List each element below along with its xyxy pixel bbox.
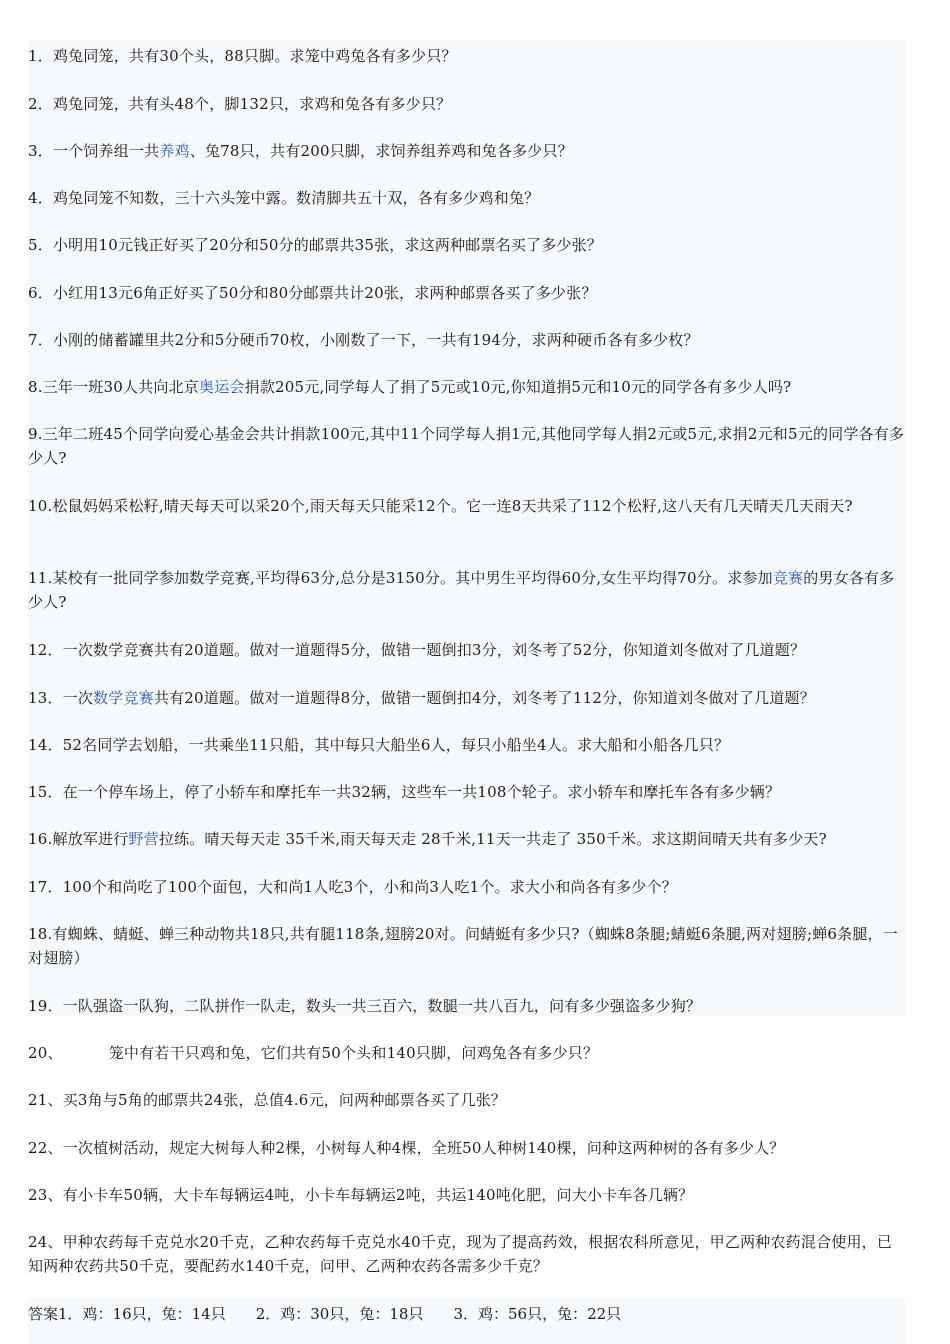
question-text: 16.解放军进行 (28, 830, 129, 848)
question-8 (28, 375, 905, 399)
question-18 (28, 922, 905, 970)
answer-1: 答案1．鸡：16只，兔：14只 (28, 1305, 226, 1323)
question-20 (28, 1041, 905, 1065)
question-4 (28, 186, 905, 210)
question-text: 4．鸡兔同笼不知数，三十六头笼中露。数清脚共五十双，各有多少鸡和兔？ (28, 189, 540, 207)
keyword-link[interactable]: 数学竞赛 (93, 689, 154, 707)
question-23 (28, 1183, 905, 1207)
question-text: 的男女各有多少人? (28, 569, 895, 611)
question-19 (28, 994, 905, 1018)
question-text: 20、 (28, 1044, 63, 1062)
keyword-link[interactable]: 竞赛 (772, 569, 804, 587)
question-text: 8.三年一班30人共向北京 (28, 378, 199, 396)
question-text: 7．小刚的储蓄罐里共2分和5分硬币70枚，小刚数了一下，一共有194分，求两种硬币各有多少枚？ (28, 331, 699, 349)
question-11 (28, 566, 905, 614)
question-text: 17．100个和尚吃了100个面包，大和尚1人吃3个，小和尚3人吃1个。求大小和尚各有多少个？ (28, 878, 677, 896)
question-text: 10.松鼠妈妈采松籽,晴天每天可以采20个,雨天每天只能采12个。它一连8天共采了112个松籽,这八天有几天晴天几天雨天? (28, 497, 853, 515)
answer-3: 3．鸡：56只，兔：22只 (453, 1305, 622, 1323)
question-9 (28, 422, 905, 470)
question-text: 15．在一个停车场上，停了小轿车和摩托车一共32辆，这些车一共108个轮子。求小轿车和摩托车各有多少辆？ (28, 783, 781, 801)
question-text: 捐款205元,同学每人了捐了5元或10元,你知道捐5元和10元的同学各有多少人吗? (244, 378, 792, 396)
answer-line (28, 1302, 621, 1326)
question-text: 11.某校有一批同学参加数学竞赛,平均得63分,总分是3150分。其中男生平均得60分,女生平均得70分。求参加 (28, 569, 773, 587)
answer-2: 2．鸡：30只，兔：18只 (255, 1305, 424, 1323)
question-text: 3．一个饲养组一共 (28, 142, 160, 160)
document-page (28, 40, 905, 1344)
question-text: 9.三年二班45个同学向爱心基金会共计捐款100元,其中11个同学每人捐1元,其他同学每人捐2元或5元,求捐2元和5元的同学各有多少人? (28, 425, 905, 467)
question-15 (28, 780, 905, 804)
keyword-link[interactable]: 养鸡 (159, 142, 190, 160)
question-1 (28, 44, 905, 68)
keyword-link[interactable]: 奥运会 (199, 378, 245, 396)
question-text: 2．鸡兔同笼，共有头48个，脚132只，求鸡和兔各有多少只？ (28, 95, 452, 113)
question-text: 6．小红用13元6角正好买了50分和80分邮票共计20张，求两种邮票各买了多少张？ (28, 284, 597, 302)
question-text: 1．鸡兔同笼，共有30个头，88只脚。求笼中鸡兔各有多少只？ (28, 47, 457, 65)
question-text: 拉练。晴天每天走 35千米,雨天每天走 28千米,11天一共走了 350千米。求这期间晴天共有多少天? (158, 830, 827, 848)
question-24 (28, 1230, 905, 1278)
question-text: 21、买3角与5角的邮票共24张，总值4.6元，问两种邮票各买了几张？ (28, 1091, 507, 1109)
question-text: 共有20道题。做对一道题得8分，做错一题倒扣4分，刘冬考了112分，你知道刘冬做对了几道题？ (153, 689, 815, 707)
question-text: 24、甲种农药每千克兑水20千克，乙种农药每千克兑水40千克，现为了提高药效，根据农科所意见，甲乙两种农药混合使用，已知两种农药共50千克，要配药水140千克，问甲、乙两种农药各需多少千克？ (28, 1233, 893, 1275)
question-21 (28, 1088, 905, 1112)
question-22 (28, 1136, 905, 1160)
question-text: 23、有小卡车50辆，大卡车每辆运4吨，小卡车每辆运2吨，共运140吨化肥，问大小卡车各几辆？ (28, 1186, 694, 1204)
question-17 (28, 875, 905, 899)
question-12 (28, 638, 905, 662)
question-text: 22、一次植树活动，规定大树每人种2棵，小树每人种4棵，全班50人种树140棵，问种这两种树的各有多少人？ (28, 1139, 785, 1157)
question-13 (28, 686, 905, 710)
question-text: 19．一队强盗一队狗，二队拼作一队走，数头一共三百六，数腿一共八百九，问有多少强盗多少狗？ (28, 997, 702, 1015)
question-2 (28, 92, 905, 116)
question-7 (28, 328, 905, 352)
question-16 (28, 827, 905, 851)
question-text: 18.有蜘蛛、蜻蜓、蝉三种动物共18只,共有腿118条,翅膀20对。问蜻蜓有多少只?（蜘蛛8条腿;蜻蜓6条腿,两对翅膀;蝉6条腿，一对翅膀） (28, 925, 898, 967)
question-5 (28, 233, 905, 257)
question-3 (28, 139, 905, 163)
question-14 (28, 733, 905, 757)
question-text: 5．小明用10元钱正好买了20分和50分的邮票共35张，求这两种邮票名买了多少张？ (28, 236, 603, 254)
question-text: 13．一次 (28, 689, 94, 707)
question-10 (28, 494, 905, 518)
question-text: 12．一次数学竞赛共有20道题。做对一道题得5分，做错一题倒扣3分，刘冬考了52分，你知道刘冬做对了几道题？ (28, 641, 806, 659)
question-text: 、兔78只，共有200只脚，求饲养组养鸡和兔各多少只？ (189, 142, 573, 160)
question-text: 14．52名同学去划船，一共乘坐11只船，其中每只大船坐6人，每只小船坐4人。求大船和小船各几只？ (28, 736, 730, 754)
keyword-link[interactable]: 野营 (128, 830, 159, 848)
question-6 (28, 281, 905, 305)
question-text: 笼中有若干只鸡和兔，它们共有50个头和140只脚，问鸡兔各有多少只？ (108, 1044, 599, 1062)
